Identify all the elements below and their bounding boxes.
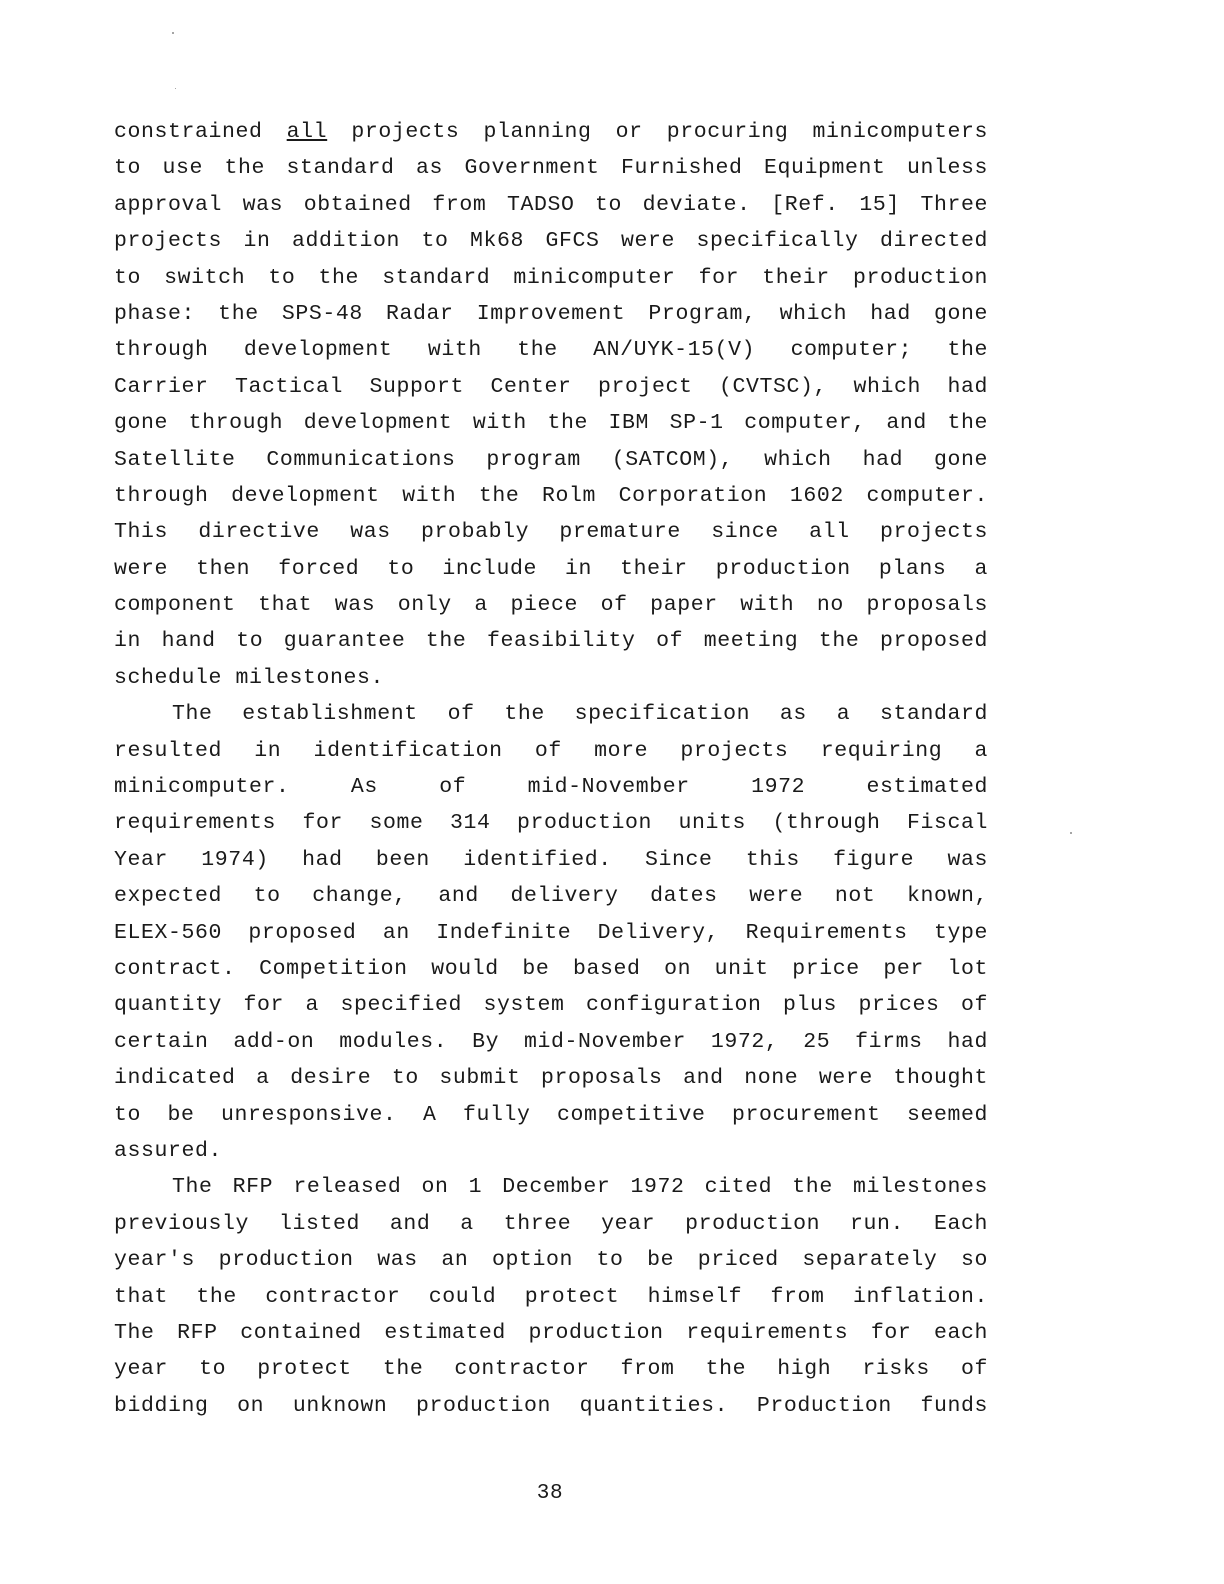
text-line: projects in addition to Mk68 GFCS were specifically directed <box>114 229 988 254</box>
text-line: quantity for a specified system configuration plus prices of <box>114 993 988 1018</box>
text-line: Carrier Tactical Support Center project (CVTSC), which had <box>114 374 988 399</box>
text-line: contract. Competition would be based on unit price per lot <box>114 956 988 981</box>
text-line: requirements for some 314 production units (through Fiscal <box>114 811 988 836</box>
text-line: to switch to the standard minicomputer for their production <box>114 265 988 290</box>
text-line <box>114 114 988 150</box>
text-line: Satellite Communications program (SATCOM), which had gone <box>114 447 988 472</box>
text-line: schedule milestones. <box>114 665 385 690</box>
page-number: 38 <box>536 1482 564 1505</box>
text-line: to be unresponsive. A fully competitive procurement seemed <box>114 1102 988 1127</box>
scan-speck <box>172 32 174 34</box>
underlined-word: all <box>286 120 328 144</box>
text-line: minicomputer. As of mid-November 1972 estimated <box>114 775 988 800</box>
text-line: year to protect the contractor from the high risks of <box>114 1357 988 1382</box>
text-line: Year 1974) had been identified. Since this figure was <box>114 847 988 872</box>
paragraph-first-line: The establishment of the specification as a standard <box>172 702 988 727</box>
text-fragment: constrained <box>114 120 287 144</box>
text-line: through development with the AN/UYK-15(V) computer; the <box>114 338 988 363</box>
text-line: The RFP contained estimated production requirements for each <box>114 1320 988 1345</box>
text-line: in hand to guarantee the feasibility of meeting the proposed <box>114 629 988 654</box>
text-line: previously listed and a three year production run. Each <box>114 1211 988 1236</box>
text-line: This directive was probably premature since all projects <box>114 520 988 545</box>
text-line: assured. <box>114 1138 223 1163</box>
text-line: bidding on unknown production quantities. Production funds <box>114 1393 988 1418</box>
text-line: certain add-on modules. By mid-November 1972, 25 firms had <box>114 1029 988 1054</box>
text-line: were then forced to include in their production plans a <box>114 556 988 581</box>
text-line: gone through development with the IBM SP-1 computer, and the <box>114 411 988 436</box>
scan-speck <box>1070 832 1072 834</box>
text-line: ELEX-560 proposed an Indefinite Delivery, Requirements type <box>114 920 988 945</box>
text-fragment: projects planning or procuring minicomputers <box>327 120 988 144</box>
text-line: indicated a desire to submit proposals and none were thought <box>114 1066 988 1091</box>
paragraph-first-line: The RFP released on 1 December 1972 cited the milestones <box>172 1175 988 1200</box>
text-line: expected to change, and delivery dates were not known, <box>114 884 988 909</box>
body-text <box>114 114 988 1424</box>
text-line: that the contractor could protect himself from inflation. <box>114 1284 988 1309</box>
text-line: year's production was an option to be priced separately so <box>114 1248 988 1273</box>
text-line: resulted in identification of more projects requiring a <box>114 738 988 763</box>
text-line: to use the standard as Government Furnished Equipment unless <box>114 156 988 181</box>
text-line: phase: the SPS-48 Radar Improvement Program, which had gone <box>114 301 988 326</box>
text-line: through development with the Rolm Corporation 1602 computer. <box>114 483 988 508</box>
scan-speck <box>175 88 176 89</box>
text-line: approval was obtained from TADSO to deviate. [Ref. 15] Three <box>114 192 988 217</box>
text-line: component that was only a piece of paper with no proposals <box>114 593 988 618</box>
